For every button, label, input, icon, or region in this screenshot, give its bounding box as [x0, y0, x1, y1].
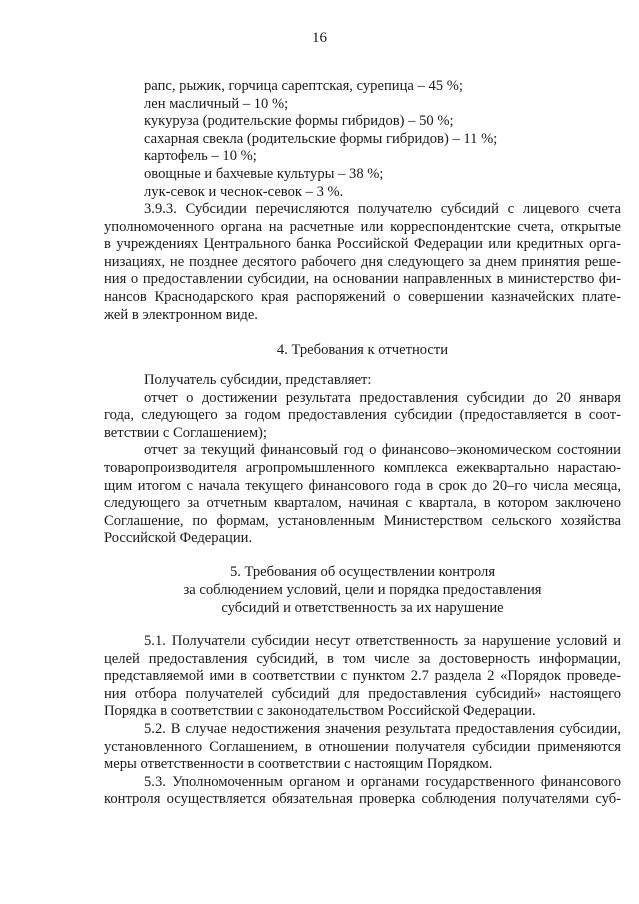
paragraph-line: низациях, не позднее десятого рабочего дня следующего за днем принятия реше-	[104, 253, 621, 270]
paragraph-line: целей предоставления субсидий, в том числе за достоверность информации,	[104, 650, 621, 667]
paragraph-line: 5.1. Получатели субсидии несут ответственность за нарушение условий и	[144, 633, 621, 649]
list-item: рапс, рыжик, горчица сарептская, сурепица – 45 %;	[144, 78, 463, 94]
paragraph-line: года, следующего за годом предоставления субсидии (предоставляется в соот-	[104, 407, 621, 424]
section-4-title: 4. Требования к отчетности	[276, 342, 449, 358]
list-item: сахарная свекла (родительские формы гибридов) – 11 %;	[144, 130, 498, 147]
reporting-section	[104, 372, 621, 548]
list-item: лук-севок и чеснок-севок – 3 %.	[144, 183, 344, 200]
paragraph-line: ветствии с Соглашением);	[104, 424, 267, 441]
section-5-title-line: субсидий и ответственность за их нарушение	[221, 600, 504, 616]
paragraph-line: следующего за отчетным кварталом, начиная с квартала, в котором заключено	[104, 495, 621, 512]
paragraph-line: нансов Краснодарского края распоряжений о совершении казначейских плате-	[104, 288, 621, 305]
paragraph-line: ния о предоставлении субсидии, на основании направленных в министерство фи-	[104, 271, 621, 288]
paragraph-line: представляемой ими в соответствии с пунктом 2.7 раздела 2 «Порядок проведе-	[104, 668, 621, 685]
paragraph-3-9-3	[104, 201, 621, 324]
paragraph-line: Российской Федерации.	[104, 530, 253, 547]
paragraph-line: Соглашение, по формам, установленным Министерством сельского хозяйства	[104, 512, 621, 529]
list-item: овощные и бахчевые культуры – 38 %;	[144, 165, 384, 182]
recipient-intro: Получатель субсидии, представляет:	[144, 372, 372, 388]
crop-list	[104, 78, 621, 201]
paragraph-line: товаропроизводителя агропромышленного комплекса ежеквартально нарастаю-	[104, 459, 621, 476]
paragraph-line: Порядка в соответствии с законодательством Российской Федерации.	[104, 703, 536, 720]
paragraph-line: 3.9.3. Субсидии перечисляются получателю субсидий с лицевого счета	[144, 201, 621, 217]
paragraph-line: 5.2. В случае недостижения значения результата предоставления субсидии,	[144, 720, 621, 737]
section-5-title-line: 5. Требования об осуществлении контроля	[229, 564, 496, 580]
paragraph-line: ния отбора получателей субсидий для предоставления субсидий» настоящего	[104, 685, 621, 702]
page-number: 16	[312, 30, 327, 46]
paragraph-line: жей в электронном виде.	[104, 306, 258, 323]
paragraph-line: щим итогом с начала текущего финансового года в срок до 20–го числа месяца,	[104, 477, 621, 494]
paragraph-line: отчет о достижении результата предоставления субсидии до 20 января	[144, 389, 621, 406]
section-5-title	[104, 563, 621, 617]
list-item: картофель – 10 %;	[144, 148, 257, 165]
paragraph-line: контроля осуществляется обязательная проверка соблюдения получателями суб-	[104, 791, 621, 808]
paragraph-line: меры ответственности в соответствии с настоящим Порядком.	[104, 756, 493, 773]
paragraph-line: установленного Соглашением, в отношении получателя субсидии применяются	[104, 738, 621, 755]
paragraph-line: уполномоченного органа на расчетные или корреспондентские счета, открытые	[104, 218, 621, 235]
list-item: лен масличный – 10 %;	[144, 95, 289, 112]
paragraph-line: отчет за текущий финансовый год о финансово–экономическом состоянии	[144, 442, 621, 459]
paragraph-line: в учреждениях Центрального банка Российской Федерации или кредитных орга-	[104, 236, 621, 253]
paragraph-line: 5.3. Уполномоченным органом и органами государственного финансового	[144, 773, 621, 790]
section-5-body	[104, 633, 621, 809]
list-item: кукуруза (родительские формы гибридов) – 50 %;	[144, 113, 454, 130]
section-5-title-line: за соблюдением условий, цели и порядка предоставления	[183, 582, 542, 598]
